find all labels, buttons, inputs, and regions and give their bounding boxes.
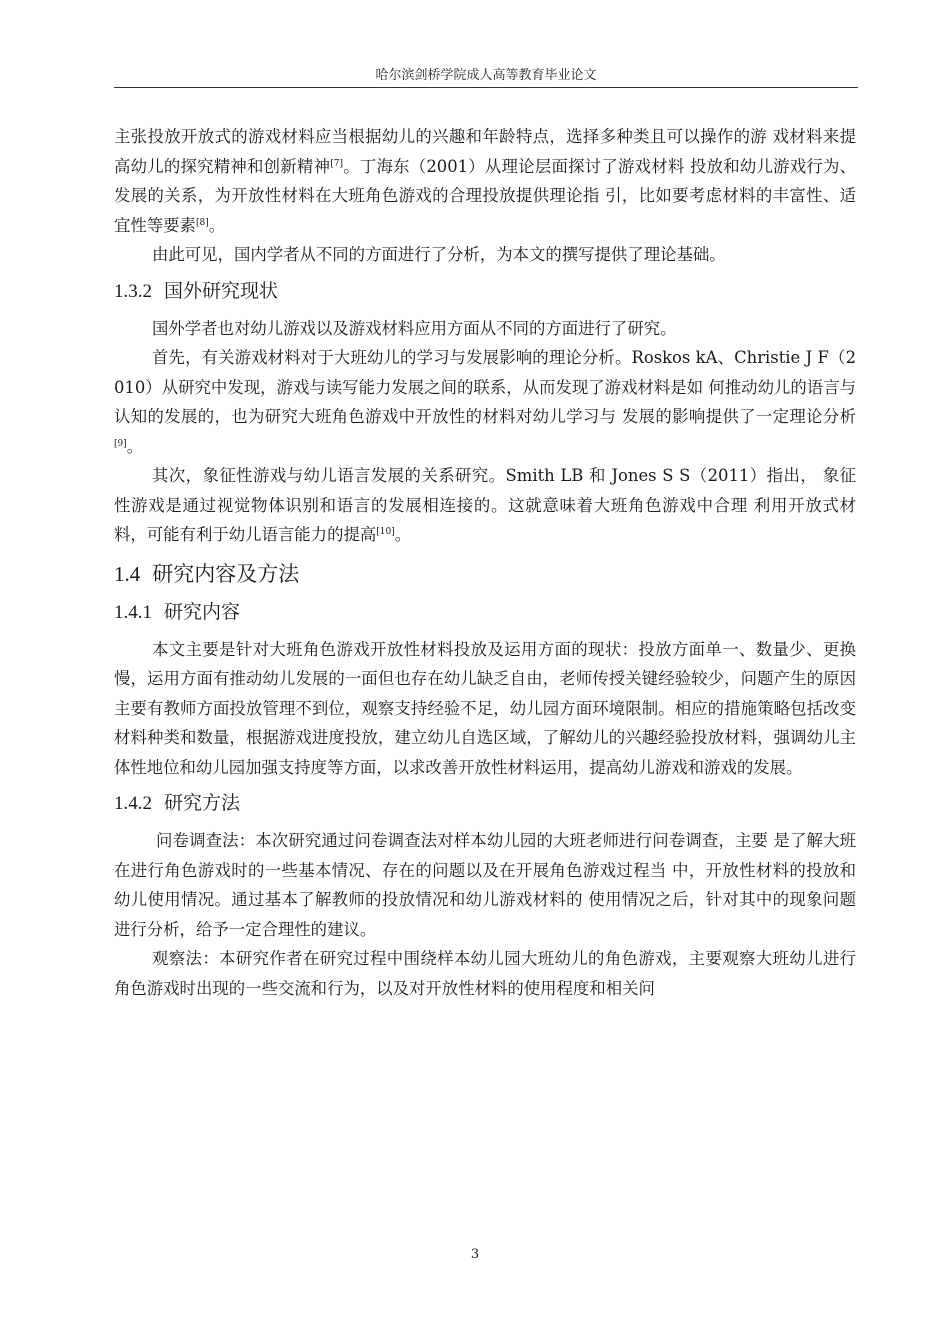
citation-ref: [7] <box>330 158 343 169</box>
citation-ref: [10] <box>376 527 395 537</box>
paragraph-questionnaire-method: 问卷调查法：本次研究通过问卷调查法对样本幼儿园的大班老师进行问卷调查，主要 是了解大班在进行角色游戏时的一些基本情况、存在的问题以及在开展角色游戏过程当 中，开放性材料的投放和幼儿使用情况。通过基本了解教师的投放情况和幼儿游戏材料的 使用情况之后，针对其中的现象问题进行分析，给予一定合理性的建议。 <box>114 831 856 939</box>
section-number: 1.3.2 <box>114 280 152 302</box>
paragraph-text: 其次，象征性游戏与幼儿语言发展的关系研究。Smith LB 和 Jones S S（2011）指出， 象征性游戏是通过视觉物体识别和语言的发展相连接的。这就意味着大班角色游戏中合理 利用开放式材料，可能有利于幼儿语言能力的提高 <box>114 466 856 544</box>
section-title: 国外研究现状 <box>164 279 279 302</box>
citation-ref: [9] <box>114 438 127 449</box>
paragraph-text: 。 <box>208 215 226 235</box>
header-rule <box>114 87 858 88</box>
paragraph-conclusion: 由此可见，国内学者从不同的方面进行了分析，为本文的撰写提供了理论基础。 <box>152 245 726 264</box>
section-title: 研究内容 <box>164 600 241 623</box>
paragraph-text: 。 <box>126 436 144 456</box>
paragraph-text: 。 <box>394 525 412 544</box>
running-header: 哈尔滨剑桥学院成人高等教育毕业论文 <box>375 68 597 83</box>
section-number: 1.4.1 <box>114 601 152 623</box>
page-body <box>114 122 856 1003</box>
page-number: 3 <box>470 1247 480 1262</box>
section-heading-1-4-1 <box>114 598 856 627</box>
paragraph-foreign-second <box>114 461 856 550</box>
section-title: 研究内容及方法 <box>152 561 300 586</box>
paragraph-foreign-first <box>114 343 856 461</box>
citation-ref: [8] <box>195 217 209 228</box>
paragraph-foreign-intro: 国外学者也对幼儿游戏以及游戏材料应用方面从不同的方面进行了研究。 <box>152 318 677 338</box>
paragraph-observation-method: 观察法：本研究作者在研究过程中围绕样本幼儿园大班幼儿的角色游戏，主要观察大班幼儿进行角色游戏时出现的一些交流和行为，以及对开放性材料的使用程度和相关问 <box>114 949 856 998</box>
section-number: 1.4.2 <box>114 793 152 814</box>
paragraph-domestic-summary <box>114 122 856 240</box>
section-heading-1-4 <box>114 558 856 590</box>
section-number: 1.4 <box>114 561 141 586</box>
section-heading-1-4-2 <box>114 789 856 818</box>
section-heading-1-3-2 <box>114 277 856 306</box>
paragraph-text: 主张投放开放式的游戏材料应当根据幼儿的兴趣和年龄特点，选择多种类且可以操作的游 戏材料来提高幼儿的探究精神和创新精神 <box>114 127 856 176</box>
section-title: 研究方法 <box>164 792 241 814</box>
paragraph-text: 。丁海东（2001）从理论层面探讨了游戏材料 投放和幼儿游戏行为、发展的关系，为开放性材料在大班角色游戏的合理投放提供理论指 引，比如要考虑材料的丰富性、适宜性等要素 <box>114 156 857 235</box>
paragraph-research-content: 本文主要是针对大班角色游戏开放性材料投放及运用方面的现状：投放方面单一、数量少、更换慢，运用方面有推动幼儿发展的一面但也存在幼儿缺乏自由，老师传授关键经验较少，问题产生的原因主要有教师方面投放管理不到位，观察支持经验不足，幼儿园方面环境限制。相应的措施策略包括改变材料种类和数量，根据游戏进度投放，建立幼儿自选区域，了解幼儿的兴趣经验投放材料，强调幼儿主体性地位和幼儿园加强支持度等方面，以求改善开放性材料运用，提高幼儿游戏和游戏的发展。 <box>114 639 856 777</box>
paragraph-text: 首先，有关游戏材料对于大班幼儿的学习与发展影响的理论分析。Roskos kA、Christie J F（2010）从研究中发现，游戏与读写能力发展之间的联系，从而发现了游戏材料是如 何推动幼儿的语言与认知的发展的，也为研究大班角色游戏中开放性的材料对幼儿学习与 发展的影响提供了一定理论分析 <box>114 348 856 426</box>
